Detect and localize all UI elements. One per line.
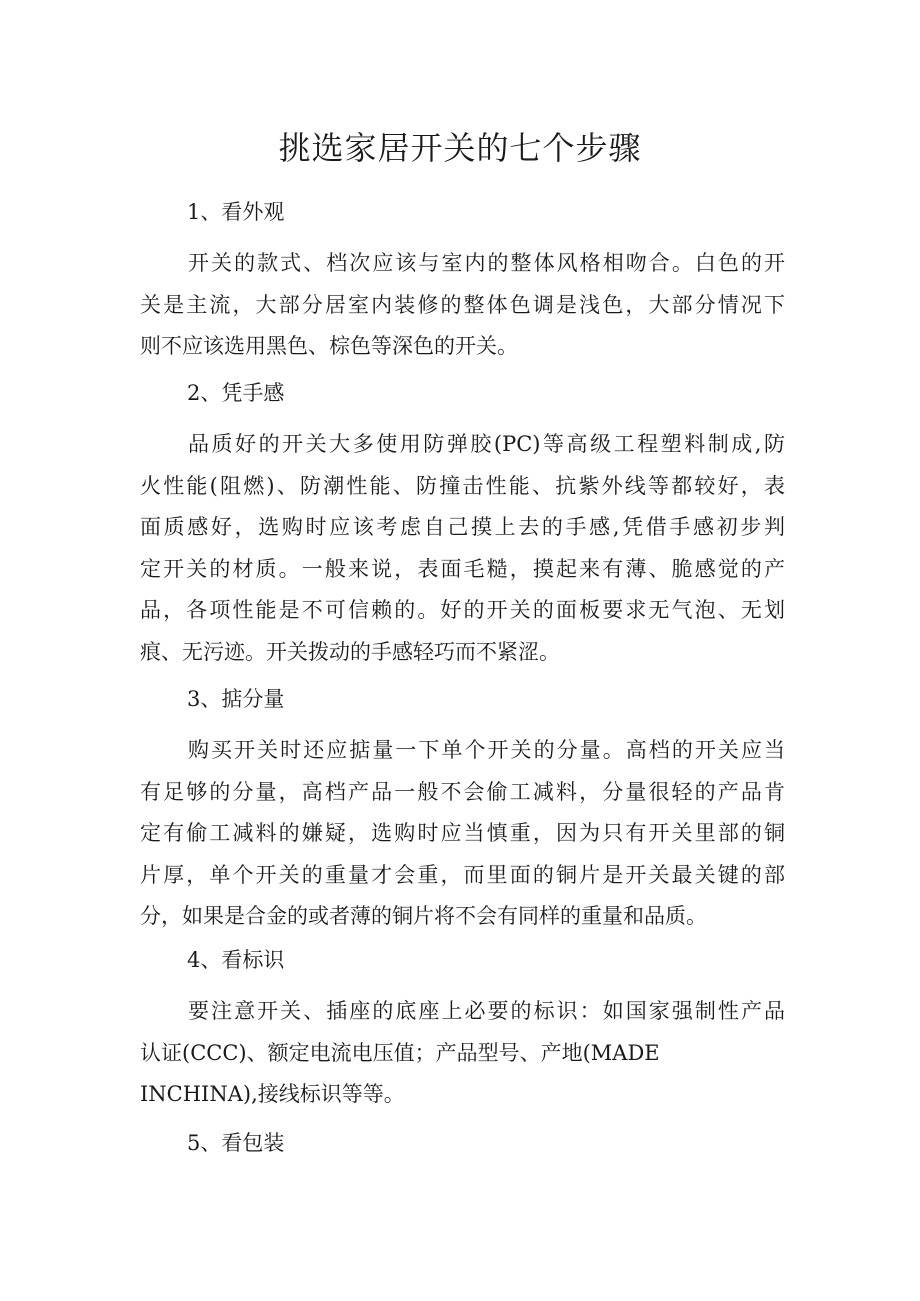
paragraph-line: 购买开关时还应掂量一下单个开关的分量。高档的开关应当 [188,738,785,762]
paragraph-line: 要注意开关、插座的底座上必要的标识：如国家强制性产品 [188,999,785,1023]
paragraph-line: 品质好的开关大多使用防弹胶(PC)等高级工程塑料制成,防 [188,432,785,456]
paragraph-line: INCHINA),接线标识等等。 [140,1082,405,1106]
paragraph-line: 品，各项性能是不可信赖的。好的开关的面板要求无气泡、无划 [140,598,785,622]
section-paragraph-1 [140,243,785,368]
paragraph-line: 面质感好，选购时应该考虑自己摸上去的手感,凭借手感初步判 [140,515,785,539]
section-paragraph-4 [140,991,785,1116]
paragraph-line: 则不应该选用黑色、棕色等深色的开关。 [140,334,518,358]
paragraph-line: 开关的款式、档次应该与室内的整体风格相吻合。白色的开 [188,251,785,275]
section-heading-1: 1、看外观 [187,200,285,224]
paragraph-line: 有足够的分量，高档产品一般不会偷工减料，分量很轻的产品肯 [140,779,785,804]
paragraph-line: 定开关的材质。一般来说，表面毛糙，摸起来有薄、脆感觉的产 [140,556,785,581]
section-heading-3: 3、掂分量 [187,687,285,711]
paragraph-line: 定有偷工减料的嫌疑，选购时应当慎重，因为只有开关里部的铜 [140,821,785,845]
paragraph-line: 火性能(阻燃)、防潮性能、防撞击性能、抗紫外线等都较好，表 [140,473,785,498]
section-heading-2: 2、凭手感 [187,381,285,405]
section-paragraph-3 [140,730,785,938]
paragraph-line: 认证(CCC)、额定电流电压值；产品型号、产地(MADE [140,1040,660,1065]
section-heading-4: 4、看标识 [187,948,285,972]
paragraph-line: 痕、无污迹。开关拨动的手感轻巧而不紧涩。 [140,639,560,664]
section-heading-5: 5、看包装 [187,1131,285,1155]
paragraph-line: 片厚，单个开关的重量才会重，而里面的铜片是开关最关键的部 [140,862,785,887]
paragraph-line: 关是主流，大部分居室内装修的整体色调是浅色，大部分情况下 [140,292,785,317]
document-title: 挑选家居开关的七个步骤 [278,129,642,167]
paragraph-line: 分，如果是合金的或者薄的铜片将不会有同样的重量和品质。 [140,904,707,928]
section-paragraph-2 [140,424,785,673]
